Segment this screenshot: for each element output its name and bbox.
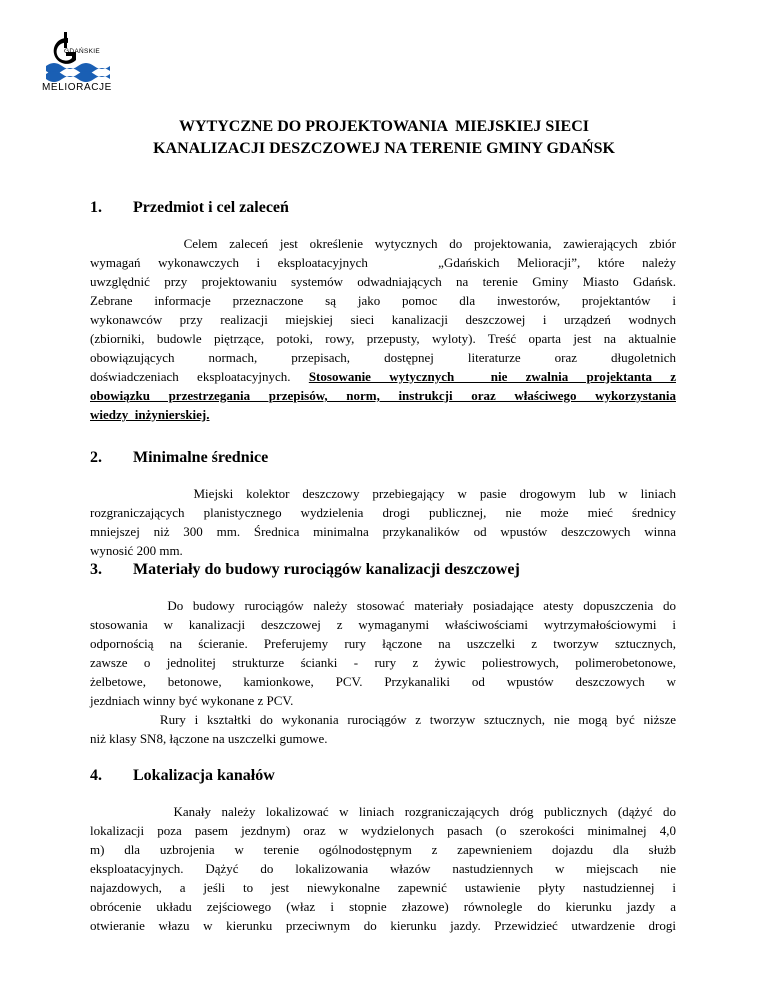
text-line: obowiązujących normach, przepisach, dostępnej literaturze oraz długoletnich [90, 350, 676, 365]
text-line: obrócenie układu zejściowego (właz i stopnie złazowe) równolegle do kierunku jazdy a [90, 899, 676, 914]
document-title [0, 116, 768, 160]
disclaimer-text: Stosowanie wytycznych nie zwalnia projektanta z [308, 369, 676, 384]
text-plain: doświadczeniach eksploatacyjnych. [90, 369, 309, 384]
section-2-heading [90, 449, 268, 467]
text-line: Zebrane informacje przeznaczone są jako pomoc dla inwestorów, projektantów i [90, 293, 676, 308]
text-line: lokalizacji poza pasem jezdnym) oraz w wydzielonych pasach (o szerokości minimalnej 4,0 [90, 823, 676, 838]
text-line: Celem zaleceń jest określenie wytycznych do projektowania, zawierających zbiór [90, 236, 676, 251]
section-title: Materiały do budowy rurociągów kanalizacji deszczowej [133, 561, 520, 578]
title-line-2: KANALIZACJI DESZCZOWEJ NA TERENIE GMINY GDAŃSK [153, 140, 615, 157]
text-line: (zbiorniki, budowle piętrzące, potoki, rowy, przepusty, wyloty). Treść oparta jest na aktualnie [90, 331, 676, 346]
disclaimer-line: obowiązku przestrzegania przepisów, norm, instrukcji oraz właściwego wykorzystania [90, 388, 676, 403]
text-line: najazdowych, a jeśli to jest niewykonalne zapewnić ustawienie płyty nastudziennej i [90, 880, 676, 895]
text-line: żelbetowe, betonowe, kamionkowe, PCV. Przykanaliki od wpustów deszczowych w [90, 674, 676, 689]
text-line: Miejski kolektor deszczowy przebiegający w pasie drogowym lub w liniach [90, 486, 676, 501]
text-line: Rury i kształtki do wykonania rurociągów z tworzyw sztucznych, nie mogą być niższe [90, 712, 676, 727]
logo-text-melioracje: MELIORACJE [42, 82, 112, 93]
section-1-paragraph [90, 234, 676, 424]
text-line: rozgraniczających planistycznego wydzielenia drogi publicznej, nie może mieć średnicy [90, 505, 676, 520]
section-4-paragraph [90, 802, 676, 935]
text-line: odpornością na ścieranie. Preferujemy rury łączone na uszczelki z tworzyw sztucznych, [90, 636, 676, 651]
section-4-heading [90, 767, 275, 785]
text-line: otwieranie włazu w kierunku przeciwnym do kierunku jazdy. Przewidzieć utwardzenie drogi [90, 918, 676, 933]
section-title: Minimalne średnice [133, 449, 269, 466]
text-line: Kanały należy lokalizować w liniach rozgraniczających dróg publicznych (dążyć do [90, 804, 676, 819]
section-number: 2. [90, 449, 102, 466]
section-number: 1. [90, 199, 102, 216]
text-line: m) dla uzbrojenia w terenie ogólnodostępnym z zapewnieniem dojazdu dla służb [90, 842, 676, 857]
section-number: 4. [90, 767, 102, 784]
text-line [90, 367, 676, 386]
section-3-heading [90, 561, 520, 579]
section-title: Przedmiot i cel zaleceń [133, 199, 289, 216]
text-line: Do budowy rurociągów należy stosować materiały posiadające atesty dopuszczenia do [90, 598, 676, 613]
disclaimer-line: wiedzy inżynierskiej. [90, 407, 210, 422]
text-line: mniejszej niż 300 mm. Średnica minimalna przykanalików od wpustów deszczowych winna [90, 524, 676, 539]
text-line: uwzględnić przy projektowaniu systemów odwadniających na terenie Gminy Miasto Gdańsk. [90, 274, 676, 289]
title-line-1: WYTYCZNE DO PROJEKTOWANIA MIEJSKIEJ SIECI [178, 118, 589, 135]
text-line: stosowania w kanalizacji deszczowej z wymaganymi właściwościami wytrzymałościowymi i [90, 617, 676, 632]
text-line: wykonawców przy realizacji miejskiej sieci kanalizacji deszczowej i urządzeń wodnych [90, 312, 676, 327]
section-2-paragraph [90, 484, 676, 560]
text-line: eksploatacyjnych. Dążyć do lokalizowania włazów nastudziennych w miejscach nie [90, 861, 676, 876]
text-line: jezdniach winny być wykonane z PCV. [90, 693, 294, 708]
text-line: zawsze o jednolitej strukturze ścianki - rury z żywic poliestrowych, polimerobetonowe, [90, 655, 676, 670]
text-line: niż klasy SN8, łączone na uszczelki gumowe. [90, 731, 328, 746]
text-line: wymagań wykonawczych i eksploatacyjnych „Gdańskich Melioracji”, które należy [90, 255, 676, 270]
section-title: Lokalizacja kanałów [133, 767, 275, 784]
section-3-paragraph [90, 596, 676, 748]
text-line: wynosić 200 mm. [90, 543, 183, 558]
section-1-heading [90, 199, 289, 217]
section-number: 3. [90, 561, 102, 578]
logo-text-gdanskie: GDAŃSKIE [64, 48, 100, 55]
